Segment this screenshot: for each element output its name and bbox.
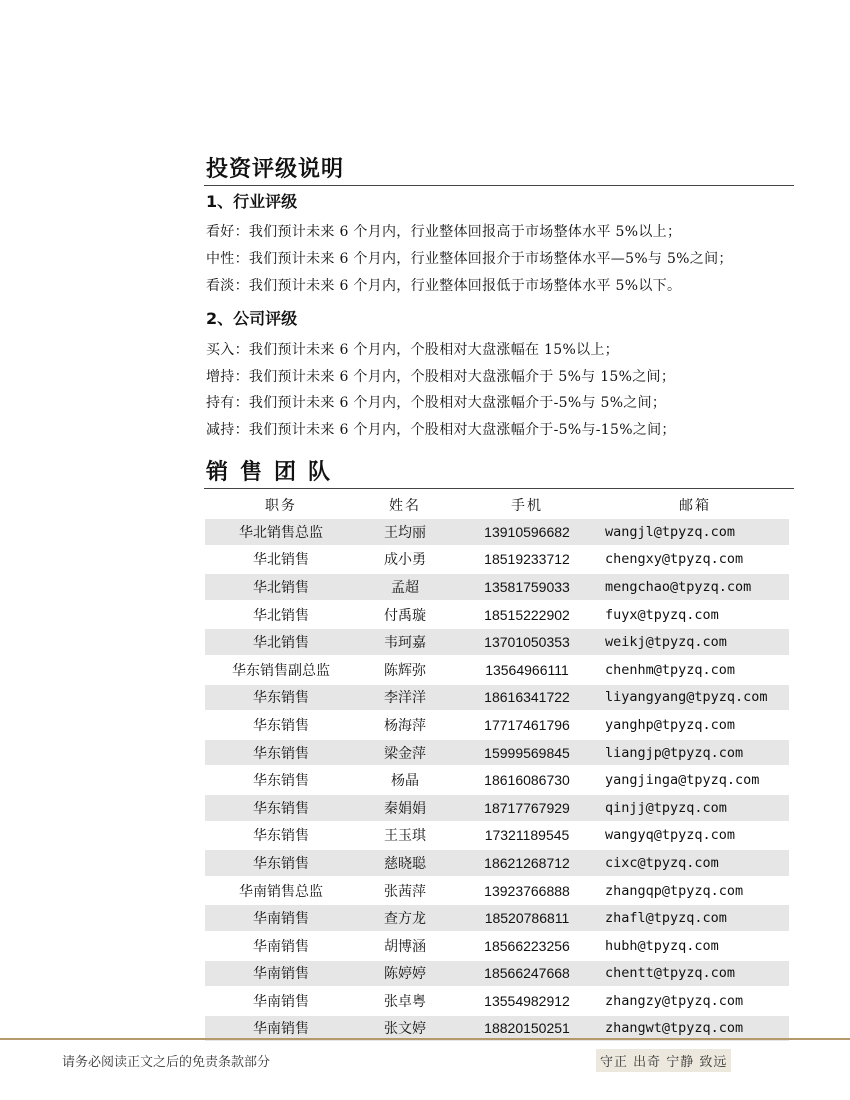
footer-disclaimer: 请务必阅读正文之后的免责条款部分 bbox=[62, 1055, 271, 1070]
industry-rating-heading: 1、行业评级 bbox=[206, 192, 298, 211]
cell-email: cixc@tpyzq.com bbox=[601, 850, 789, 878]
table-header-row bbox=[205, 490, 789, 519]
table-row bbox=[205, 712, 789, 740]
cell-email: liangjp@tpyzq.com bbox=[601, 740, 789, 768]
cell-phone: 18520786811 bbox=[453, 905, 601, 933]
sales-title-divider bbox=[204, 488, 794, 489]
cell-position: 华北销售 bbox=[205, 574, 357, 602]
company-rating-line: 减持：我们预计未来 6 个月内，个股相对大盘涨幅介于-5%与-15%之间； bbox=[206, 422, 676, 438]
table-row bbox=[205, 740, 789, 768]
cell-email: yangjinga@tpyzq.com bbox=[601, 767, 789, 795]
cell-phone: 18566247668 bbox=[453, 961, 601, 989]
table-row bbox=[205, 961, 789, 989]
company-rating-line: 持有：我们预计未来 6 个月内，个股相对大盘涨幅介于-5%与 5%之间； bbox=[206, 395, 667, 411]
cell-phone: 18616086730 bbox=[453, 767, 601, 795]
table-row bbox=[205, 878, 789, 906]
cell-name: 杨晶 bbox=[357, 767, 453, 795]
cell-position: 华南销售 bbox=[205, 933, 357, 961]
cell-position: 华北销售 bbox=[205, 547, 357, 575]
cell-name: 陈婷婷 bbox=[357, 961, 453, 989]
cell-phone: 18621268712 bbox=[453, 850, 601, 878]
cell-email: zhangwt@tpyzq.com bbox=[601, 1016, 789, 1044]
cell-position: 华北销售 bbox=[205, 602, 357, 630]
cell-name: 王均丽 bbox=[357, 519, 453, 547]
cell-name: 张文婷 bbox=[357, 1016, 453, 1044]
sales-team-body bbox=[205, 519, 789, 1043]
cell-email: wangyq@tpyzq.com bbox=[601, 823, 789, 851]
cell-position: 华南销售 bbox=[205, 961, 357, 989]
cell-name: 梁金萍 bbox=[357, 740, 453, 768]
cell-phone: 13701050353 bbox=[453, 629, 601, 657]
cell-phone: 13554982912 bbox=[453, 988, 601, 1016]
cell-name: 张茜萍 bbox=[357, 878, 453, 906]
cell-name: 慈晓聪 bbox=[357, 850, 453, 878]
cell-email: zhangqp@tpyzq.com bbox=[601, 878, 789, 906]
industry-rating-line: 中性：我们预计未来 6 个月内，行业整体回报介于市场整体水平—5%与 5%之间； bbox=[206, 251, 733, 267]
cell-email: zhangzy@tpyzq.com bbox=[601, 988, 789, 1016]
cell-position: 华南销售 bbox=[205, 988, 357, 1016]
cell-phone: 18616341722 bbox=[453, 685, 601, 713]
cell-phone: 18566223256 bbox=[453, 933, 601, 961]
sales-team-table bbox=[205, 490, 789, 1043]
cell-email: fuyx@tpyzq.com bbox=[601, 602, 789, 630]
cell-email: liyangyang@tpyzq.com bbox=[601, 685, 789, 713]
cell-phone: 17717461796 bbox=[453, 712, 601, 740]
cell-position: 华东销售 bbox=[205, 850, 357, 878]
table-row bbox=[205, 685, 789, 713]
cell-position: 华东销售 bbox=[205, 685, 357, 713]
cell-email: mengchao@tpyzq.com bbox=[601, 574, 789, 602]
cell-phone: 13564966111 bbox=[453, 657, 601, 685]
cell-phone: 13910596682 bbox=[453, 519, 601, 547]
company-rating-line: 买入：我们预计未来 6 个月内，个股相对大盘涨幅在 15%以上； bbox=[206, 342, 619, 358]
cell-position: 华北销售总监 bbox=[205, 519, 357, 547]
table-row bbox=[205, 988, 789, 1016]
table-row bbox=[205, 933, 789, 961]
cell-phone: 18820150251 bbox=[453, 1016, 601, 1044]
cell-phone: 15999569845 bbox=[453, 740, 601, 768]
cell-email: yanghp@tpyzq.com bbox=[601, 712, 789, 740]
cell-position: 华东销售 bbox=[205, 712, 357, 740]
cell-name: 杨海萍 bbox=[357, 712, 453, 740]
cell-phone: 18515222902 bbox=[453, 602, 601, 630]
cell-name: 胡博涵 bbox=[357, 933, 453, 961]
table-row bbox=[205, 547, 789, 575]
cell-name: 张卓粤 bbox=[357, 988, 453, 1016]
cell-phone: 18519233712 bbox=[453, 547, 601, 575]
cell-name: 付禹璇 bbox=[357, 602, 453, 630]
cell-name: 韦珂嘉 bbox=[357, 629, 453, 657]
cell-name: 陈辉弥 bbox=[357, 657, 453, 685]
header-name: 姓名 bbox=[389, 497, 421, 514]
footer-motto: 守正 出奇 宁静 致远 bbox=[596, 1049, 731, 1072]
cell-position: 华东销售 bbox=[205, 795, 357, 823]
cell-phone: 18717767929 bbox=[453, 795, 601, 823]
cell-name: 李洋洋 bbox=[357, 685, 453, 713]
table-row bbox=[205, 629, 789, 657]
company-rating-line: 增持：我们预计未来 6 个月内，个股相对大盘涨幅介于 5%与 15%之间； bbox=[206, 369, 676, 385]
cell-email: chenhm@tpyzq.com bbox=[601, 657, 789, 685]
rating-title-divider bbox=[204, 185, 794, 186]
cell-position: 华东销售副总监 bbox=[205, 657, 357, 685]
table-row bbox=[205, 574, 789, 602]
cell-name: 查方龙 bbox=[357, 905, 453, 933]
footer-divider bbox=[0, 1038, 850, 1040]
cell-email: wangjl@tpyzq.com bbox=[601, 519, 789, 547]
cell-position: 华东销售 bbox=[205, 767, 357, 795]
cell-position: 华东销售 bbox=[205, 823, 357, 851]
cell-position: 华南销售总监 bbox=[205, 878, 357, 906]
table-row bbox=[205, 850, 789, 878]
cell-email: chentt@tpyzq.com bbox=[601, 961, 789, 989]
cell-email: qinjj@tpyzq.com bbox=[601, 795, 789, 823]
company-rating-heading: 2、公司评级 bbox=[206, 309, 298, 328]
cell-email: hubh@tpyzq.com bbox=[601, 933, 789, 961]
cell-email: weikj@tpyzq.com bbox=[601, 629, 789, 657]
table-row bbox=[205, 657, 789, 685]
cell-phone: 17321189545 bbox=[453, 823, 601, 851]
table-row bbox=[205, 795, 789, 823]
cell-phone: 13923766888 bbox=[453, 878, 601, 906]
cell-name: 孟超 bbox=[357, 574, 453, 602]
cell-position: 华北销售 bbox=[205, 629, 357, 657]
cell-email: zhafl@tpyzq.com bbox=[601, 905, 789, 933]
table-row bbox=[205, 519, 789, 547]
industry-rating-line: 看好：我们预计未来 6 个月内，行业整体回报高于市场整体水平 5%以上； bbox=[206, 224, 682, 240]
rating-section-title: 投资评级说明 bbox=[206, 157, 345, 182]
cell-name: 秦娟娟 bbox=[357, 795, 453, 823]
header-position: 职务 bbox=[265, 497, 297, 514]
cell-name: 王玉琪 bbox=[357, 823, 453, 851]
cell-position: 华南销售 bbox=[205, 1016, 357, 1044]
cell-email: chengxy@tpyzq.com bbox=[601, 547, 789, 575]
cell-position: 华东销售 bbox=[205, 740, 357, 768]
table-row bbox=[205, 602, 789, 630]
header-email: 邮箱 bbox=[679, 497, 711, 514]
table-row bbox=[205, 823, 789, 851]
sales-team-title: 销售团队 bbox=[206, 460, 343, 485]
table-row bbox=[205, 767, 789, 795]
cell-name: 成小勇 bbox=[357, 547, 453, 575]
cell-phone: 13581759033 bbox=[453, 574, 601, 602]
industry-rating-line: 看淡：我们预计未来 6 个月内，行业整体回报低于市场整体水平 5%以下。 bbox=[206, 278, 682, 294]
header-phone: 手机 bbox=[511, 497, 543, 514]
cell-position: 华南销售 bbox=[205, 905, 357, 933]
table-row bbox=[205, 905, 789, 933]
